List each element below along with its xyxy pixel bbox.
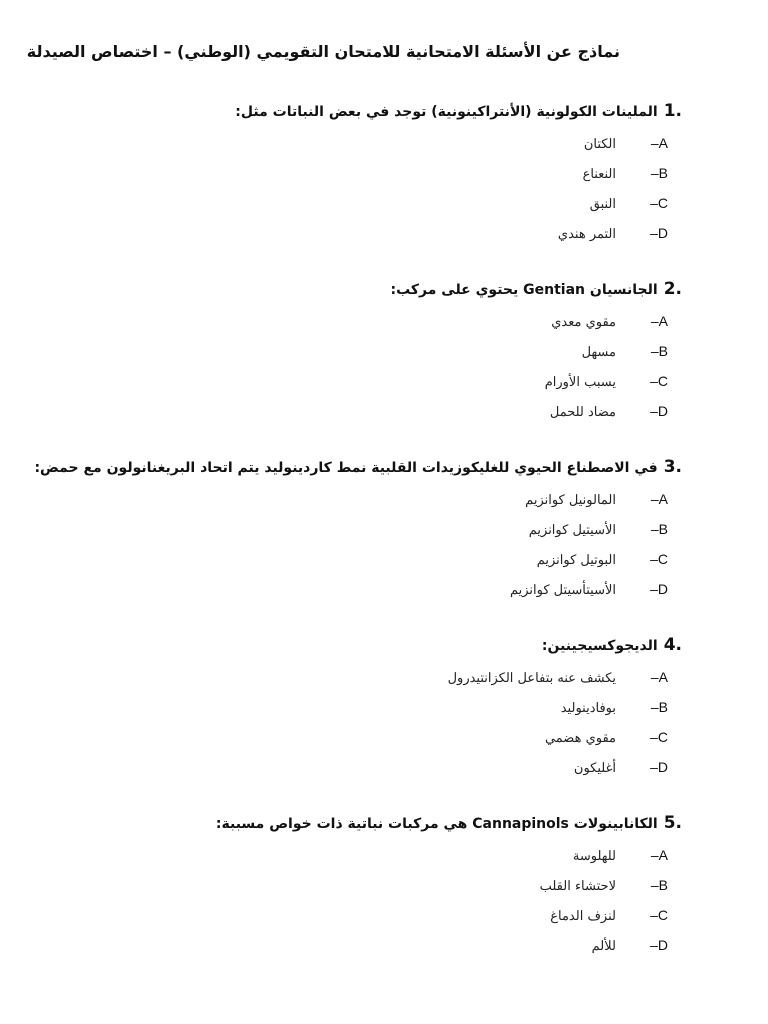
- options-list: [62, 484, 682, 604]
- option-letter: A–: [650, 135, 668, 151]
- option-letter: B–: [650, 877, 668, 893]
- options-list: [62, 840, 682, 960]
- option-text: بوفادينوليد: [560, 701, 616, 716]
- options-list: [62, 662, 682, 782]
- option-text: يسبب الأورام: [544, 375, 616, 390]
- option-b: [62, 336, 682, 366]
- option-letter: B–: [650, 699, 668, 715]
- option-c: [62, 366, 682, 396]
- option-letter: D–: [650, 581, 668, 597]
- option-letter: C–: [650, 551, 668, 567]
- question-3: [34, 454, 682, 604]
- question-text: الديجوكسيجينين:: [541, 638, 658, 654]
- option-c: [62, 722, 682, 752]
- option-text: أغليكون: [573, 761, 616, 776]
- question-2: [62, 276, 682, 426]
- question-number: 5.: [663, 813, 682, 833]
- question-text: في الاصطناع الحيوي للغليكوزيدات القلبية نمط كاردينوليد يتم اتحاد البريغنانولون مع حمض:: [34, 460, 658, 476]
- option-d: [62, 396, 682, 426]
- options-list: [62, 306, 682, 426]
- option-text: للألم: [591, 939, 616, 954]
- option-text: النعناع: [582, 167, 616, 182]
- option-c: [62, 544, 682, 574]
- option-text: مقوي هضمي: [544, 731, 616, 746]
- option-text: مضاد للحمل: [549, 405, 616, 420]
- option-text: لنزف الدماغ: [550, 909, 616, 924]
- option-letter: C–: [650, 729, 668, 745]
- option-text: مسهل: [581, 345, 616, 360]
- option-letter: B–: [650, 521, 668, 537]
- option-letter: D–: [650, 403, 668, 419]
- option-a: [62, 128, 682, 158]
- option-letter: D–: [650, 937, 668, 953]
- option-letter: B–: [650, 165, 668, 181]
- option-b: [62, 158, 682, 188]
- option-letter: C–: [650, 195, 668, 211]
- option-text: التمر هندي: [557, 227, 616, 242]
- option-c: [62, 188, 682, 218]
- question-stem: [62, 98, 682, 124]
- question-1: [62, 98, 682, 248]
- option-text: مقوي معدي: [551, 315, 616, 330]
- option-d: [62, 752, 682, 782]
- question-text: الكانابينولات Cannapinols هي مركبات نباتية ذات خواص مسببة:: [215, 816, 658, 832]
- option-d: [62, 930, 682, 960]
- option-text: الأسيتأسيتل كوانزيم: [509, 583, 616, 598]
- question-stem: [34, 454, 682, 480]
- question-number: 2.: [663, 279, 682, 299]
- question-text: الجانسيان Gentian يحتوي على مركب:: [390, 282, 658, 298]
- option-letter: A–: [650, 669, 668, 685]
- option-letter: A–: [650, 313, 668, 329]
- question-stem: [62, 632, 682, 658]
- option-c: [62, 900, 682, 930]
- option-text: يكشف عنه بتفاعل الكزانتيدرول: [447, 671, 616, 686]
- question-4: [62, 632, 682, 782]
- option-text: الكتان: [583, 137, 616, 152]
- question-number: 1.: [663, 101, 682, 121]
- question-stem: [62, 810, 682, 836]
- option-a: [62, 662, 682, 692]
- option-text: للهلوسة: [572, 849, 616, 864]
- option-letter: C–: [650, 373, 668, 389]
- option-letter: A–: [650, 491, 668, 507]
- option-text: الأسيتيل كوانزيم: [528, 523, 616, 538]
- option-letter: C–: [650, 907, 668, 923]
- question-number: 4.: [663, 635, 682, 655]
- option-b: [62, 692, 682, 722]
- option-a: [62, 306, 682, 336]
- option-text: البوتيل كوانزيم: [536, 553, 616, 568]
- option-text: النبق: [589, 197, 616, 212]
- option-d: [62, 574, 682, 604]
- option-text: لاحتشاء القلب: [539, 879, 616, 894]
- option-letter: A–: [650, 847, 668, 863]
- option-letter: B–: [650, 343, 668, 359]
- question-number: 3.: [663, 457, 682, 477]
- page-title: نماذج عن الأسئلة الامتحانية للامتحان التقويمي (الوطني) – اختصاص الصيدلة: [26, 42, 620, 61]
- option-b: [62, 514, 682, 544]
- option-text: المالونيل كوانزيم: [525, 493, 616, 508]
- option-a: [62, 840, 682, 870]
- question-5: [62, 810, 682, 960]
- option-b: [62, 870, 682, 900]
- option-a: [62, 484, 682, 514]
- option-d: [62, 218, 682, 248]
- question-stem: [62, 276, 682, 302]
- options-list: [62, 128, 682, 248]
- option-letter: D–: [650, 225, 668, 241]
- question-text: الملينات الكولونية (الأنتراكينونية) توجد في بعض النباتات مثل:: [235, 104, 658, 120]
- option-letter: D–: [650, 759, 668, 775]
